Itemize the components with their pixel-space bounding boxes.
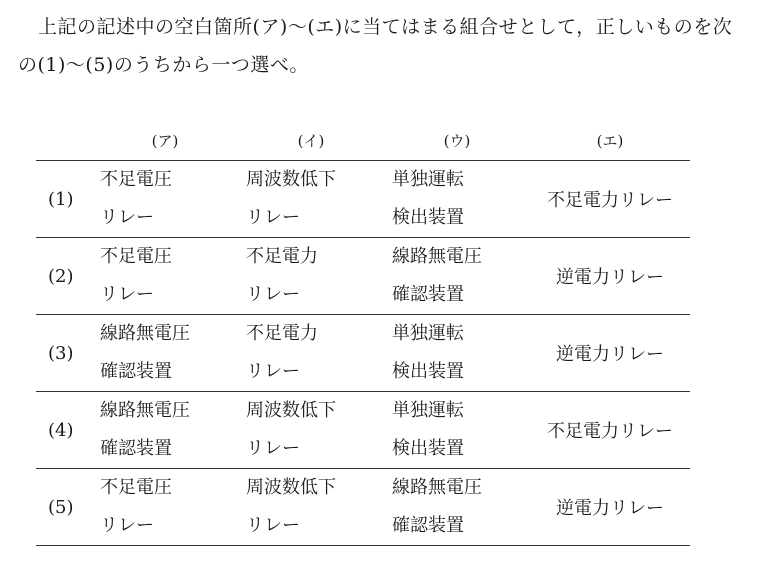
cell-a	[92, 238, 238, 315]
choice-number: (3)	[48, 342, 74, 364]
cell-a-line-1: 線路無電圧	[100, 323, 190, 344]
cell-c	[384, 392, 530, 469]
header-number	[36, 120, 92, 161]
cell-b	[238, 238, 384, 315]
cell-d: 逆電力リレー	[556, 267, 664, 288]
choice-row-5	[36, 469, 690, 546]
cell-c-line-1: 単独運転	[392, 400, 464, 421]
cell-a-line-2: リレー	[100, 207, 154, 228]
cell-a-line-2: リレー	[100, 284, 154, 305]
cell-d: 逆電力リレー	[556, 498, 664, 519]
cell-d: 逆電力リレー	[556, 344, 664, 365]
table-header-row	[36, 120, 690, 161]
cell-a-line-1: 不足電圧	[100, 477, 172, 498]
cell-b-line-2: リレー	[246, 438, 300, 459]
cell-a-line-1: 不足電圧	[100, 246, 172, 267]
cell-c	[384, 315, 530, 392]
cell-c-line-2: 確認装置	[392, 515, 464, 536]
choice-row-3	[36, 315, 690, 392]
cell-b	[238, 392, 384, 469]
header-b: (イ)	[238, 120, 384, 161]
cell-a-line-1: 不足電圧	[100, 169, 172, 190]
cell-c-line-2: 検出装置	[392, 207, 464, 228]
cell-c-line-1: 単独運転	[392, 169, 464, 190]
cell-c	[384, 161, 530, 238]
cell-a	[92, 392, 238, 469]
choice-number: (4)	[48, 419, 74, 441]
choice-row-4	[36, 392, 690, 469]
cell-b-line-1: 不足電力	[246, 323, 318, 344]
cell-c	[384, 469, 530, 546]
cell-a-line-1: 線路無電圧	[100, 400, 190, 421]
cell-a	[92, 161, 238, 238]
cell-c-line-1: 線路無電圧	[392, 246, 482, 267]
choice-number: (1)	[48, 188, 74, 210]
cell-c-line-2: 確認装置	[392, 284, 464, 305]
cell-a	[92, 469, 238, 546]
cell-a-line-2: 確認装置	[100, 361, 172, 382]
cell-d: 不足電力リレー	[547, 190, 673, 211]
cell-b-line-2: リレー	[246, 361, 300, 382]
cell-b-line-1: 周波数低下	[246, 400, 336, 421]
question-line-2: の(1)～(5)のうちから一つ選べ。	[18, 54, 309, 76]
cell-a	[92, 315, 238, 392]
cell-c-line-1: 単独運転	[392, 323, 464, 344]
choice-row-2	[36, 238, 690, 315]
header-a: (ア)	[92, 120, 238, 161]
cell-b-line-2: リレー	[246, 284, 300, 305]
cell-b-line-1: 不足電力	[246, 246, 318, 267]
cell-b-line-2: リレー	[246, 515, 300, 536]
cell-c-line-1: 線路無電圧	[392, 477, 482, 498]
question-text	[18, 8, 758, 84]
cell-c-line-2: 検出装置	[392, 361, 464, 382]
question-line-1: 上記の記述中の空白箇所(ア)～(エ)に当てはまる組合せとして，正しいものを次	[38, 16, 733, 38]
choice-row-1	[36, 161, 690, 238]
cell-b-line-2: リレー	[246, 207, 300, 228]
cell-b	[238, 469, 384, 546]
cell-b	[238, 315, 384, 392]
cell-c-line-2: 検出装置	[392, 438, 464, 459]
cell-b	[238, 161, 384, 238]
cell-b-line-1: 周波数低下	[246, 169, 336, 190]
choice-number: (2)	[48, 265, 74, 287]
cell-d: 不足電力リレー	[547, 421, 673, 442]
cell-b-line-1: 周波数低下	[246, 477, 336, 498]
header-d: (エ)	[530, 120, 690, 161]
cell-a-line-2: リレー	[100, 515, 154, 536]
choice-number: (5)	[48, 496, 74, 518]
cell-a-line-2: 確認装置	[100, 438, 172, 459]
header-c: (ウ)	[384, 120, 530, 161]
cell-c	[384, 238, 530, 315]
answer-table	[36, 120, 690, 546]
